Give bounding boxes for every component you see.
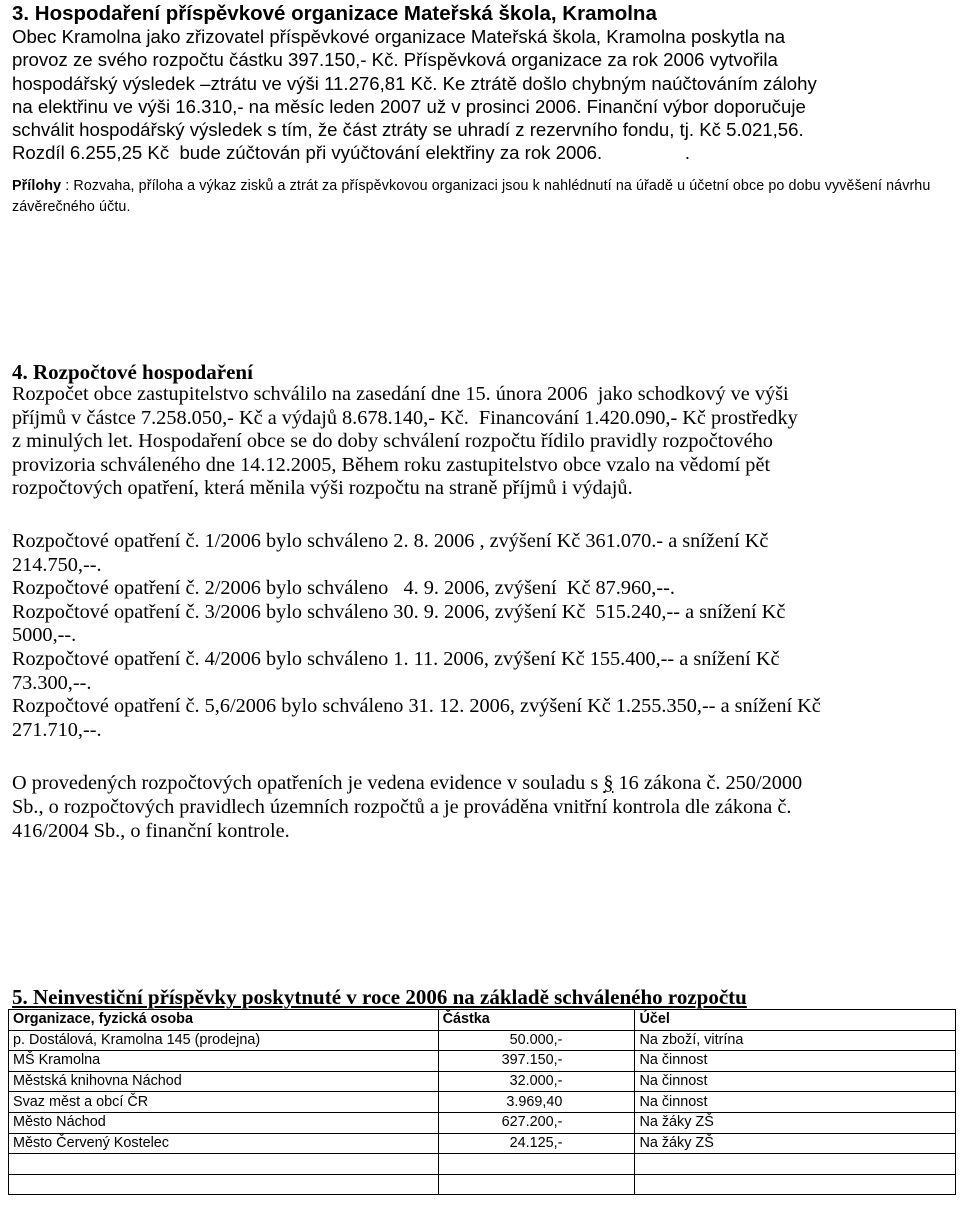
cell-amount: 397.150,-	[438, 1051, 635, 1072]
cell-organization: Město Náchod	[9, 1112, 439, 1133]
budget-measure-line: Rozpočtové opatření č. 3/2006 bylo schváleno 30. 9. 2006, zvýšení Kč 515.240,-- a snížení Kč	[12, 600, 786, 623]
budget-measure-line: 214.750,--.	[12, 553, 102, 576]
section-mark: §	[603, 772, 614, 794]
section-3-line: Obec Kramolna jako zřizovatel příspěvkové organizace Mateřská škola, Kramolna poskytla na	[12, 26, 786, 47]
column-header-organization: Organizace, fyzická osoba	[9, 1010, 439, 1031]
cell-amount: 32.000,-	[438, 1071, 635, 1092]
empty-cell	[438, 1174, 635, 1195]
section-4-body	[12, 383, 952, 501]
empty-cell	[438, 1154, 635, 1175]
section-5-title: 5. Neinvestiční příspěvky poskytnuté v roce 2006 na základě schváleného rozpočtu	[12, 985, 747, 1009]
budget-measure-line: 5000,--.	[12, 624, 77, 647]
section-4-line: z minulých let. Hospodaření obce se do doby schválení rozpočtu řídilo pravidly rozpočtového	[12, 430, 773, 452]
legal-reference-paragraph	[12, 772, 952, 843]
empty-table-row	[9, 1174, 956, 1195]
budget-measure-line: Rozpočtové opatření č. 1/2006 bylo schváleno 2. 8. 2006 , zvýšení Kč 361.070.- a snížení Kč	[12, 530, 769, 552]
section-4-line: provizoria schváleného dne 14.12.2005, Během roku zastupitelstvo obce vzalo na vědomí pět	[12, 453, 771, 476]
cell-purpose: Na činnost	[635, 1071, 956, 1092]
table-row	[9, 1030, 956, 1051]
empty-table-row	[9, 1154, 956, 1175]
budget-measures-list	[12, 530, 957, 742]
cell-purpose: Na žáky ZŠ	[635, 1133, 956, 1154]
cell-amount: 24.125,-	[438, 1133, 635, 1154]
section-4-title: 4. Rozpočtové hospodaření	[12, 360, 253, 384]
section-3-line: hospodářský výsledek –ztrátu ve výši 11.276,81 Kč. Ke ztrátě došlo chybným naúčtováním zálohy	[12, 72, 817, 94]
column-header-amount: Částka	[438, 1010, 635, 1031]
section-4-line: příjmů v částce 7.258.050,- Kč a výdajů 8.678.140,- Kč. Financování 1.420.090,- Kč prostředky	[12, 406, 798, 429]
attachments-label: Přílohy	[12, 177, 62, 194]
empty-cell	[635, 1174, 956, 1195]
empty-cell	[9, 1174, 439, 1195]
table-row	[9, 1051, 956, 1072]
cell-organization: MŠ Kramolna	[9, 1051, 439, 1072]
cell-purpose: Na žáky ZŠ	[635, 1112, 956, 1133]
table-row	[9, 1133, 956, 1154]
budget-measure-line: Rozpočtové opatření č. 5,6/2006 bylo schváleno 31. 12. 2006, zvýšení Kč 1.255.350,-- a snížení Kč	[12, 695, 821, 718]
section-3-line: provoz ze svého rozpočtu částku 397.150,- Kč. Příspěvková organizace za rok 2006 vytvořila	[12, 49, 778, 71]
table-row	[9, 1071, 956, 1092]
table-row	[9, 1092, 956, 1113]
attachments-note	[12, 176, 952, 218]
section-4-line: rozpočtových opatření, která měnila výši rozpočtu na straně příjmů i výdajů.	[12, 477, 633, 499]
empty-cell	[635, 1154, 956, 1175]
cell-amount: 50.000,-	[438, 1030, 635, 1051]
legal-text: O provedených rozpočtových opatřeních je vedena evidence v souladu s	[12, 772, 604, 794]
legal-reference-line	[12, 772, 952, 796]
section-3-title: 3. Hospodaření příspěvkové organizace Mateřská škola, Kramolna	[12, 2, 657, 25]
legal-reference-line: Sb., o rozpočtových pravidlech územních rozpočtů a je prováděna vnitřní kontrola dle zákona č.	[12, 795, 792, 818]
column-header-purpose: Účel	[635, 1010, 956, 1031]
cell-purpose: Na činnost	[635, 1051, 956, 1072]
table-header-row	[9, 1010, 956, 1031]
cell-amount: 3.969,40	[438, 1092, 635, 1113]
budget-measure-line: 73.300,--.	[12, 671, 92, 694]
cell-amount: 627.200,-	[438, 1112, 635, 1133]
attachments-text: : Rozvaha, příloha a výkaz zisků a ztrát za příspěvkovou organizaci jsou k nahlédnutí na úřadě u účetní obce po dobu vyvěšení návrhu závěrečného účtu.	[12, 177, 931, 215]
budget-measure-line: 271.710,--.	[12, 718, 102, 741]
legal-text: 16 zákona č. 250/2000	[613, 772, 803, 794]
budget-measure-line: Rozpočtové opatření č. 2/2006 bylo schváleno 4. 9. 2006, zvýšení Kč 87.960,--.	[12, 577, 675, 600]
empty-cell	[9, 1154, 439, 1175]
section-4-line: Rozpočet obce zastupitelstvo schválilo na zasedání dne 15. února 2006 jako schodkový ve výši	[12, 383, 789, 405]
section-3-line: Rozdíl 6.255,25 Kč bude zúčtován při vyúčtování elektřiny za rok 2006. .	[12, 142, 690, 164]
cell-purpose: Na zboží, vitrína	[635, 1030, 956, 1051]
cell-organization: p. Dostálová, Kramolna 145 (prodejna)	[9, 1030, 439, 1051]
cell-purpose: Na činnost	[635, 1092, 956, 1113]
grants-table	[8, 1009, 956, 1195]
legal-reference-line: 416/2004 Sb., o finanční kontrole.	[12, 819, 290, 842]
section-3-line: schválit hospodářský výsledek s tím, že část ztráty se uhradí z rezervního fondu, tj. Kč 5.021,56.	[12, 119, 804, 141]
section-3-line: na elektřinu ve výši 16.310,- na měsíc leden 2007 už v prosinci 2006. Finanční výbor doporučuje	[12, 95, 806, 117]
cell-organization: Městská knihovna Náchod	[9, 1071, 439, 1092]
cell-organization: Město Červený Kostelec	[9, 1133, 439, 1154]
budget-measure-line: Rozpočtové opatření č. 4/2006 bylo schváleno 1. 11. 2006, zvýšení Kč 155.400,-- a snížení Kč	[12, 647, 780, 670]
document-page	[12, 0, 952, 1151]
section-3-body	[12, 25, 952, 165]
table-row	[9, 1112, 956, 1133]
cell-organization: Svaz měst a obcí ČR	[9, 1092, 439, 1113]
